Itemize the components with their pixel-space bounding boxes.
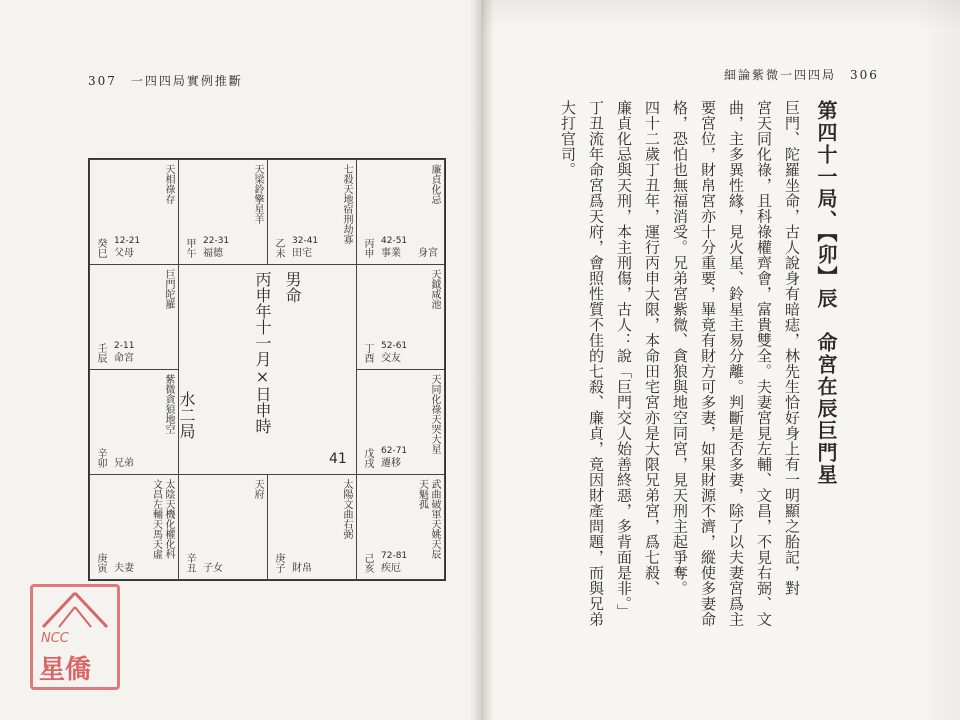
chart-center-gender: 男命 — [283, 271, 302, 303]
star-name: 天鉞 — [429, 269, 440, 289]
body-column-1: 巨門、陀羅坐命，古人說身有暗痣，林先生恰好身上有一明顯之胎記，對 — [783, 100, 801, 596]
star-name: 祿存 — [163, 184, 174, 204]
cell-palace: 疾厄 — [381, 563, 401, 574]
cell-age: 42-51 — [381, 236, 408, 246]
body-column-8: 丁丑流年命宮爲天府，會照性質不佳的七殺、廉貞，竟因財產問題，而與兄弟 — [587, 100, 605, 627]
cell-palace: 命宮 — [114, 353, 134, 364]
star-name: 天魁 — [416, 479, 428, 499]
chart-cell-xu — [356, 369, 445, 475]
cell-stem: 乙未 — [273, 238, 284, 258]
cell-palace: 子女 — [203, 563, 223, 574]
cell-stars — [251, 164, 264, 247]
cell-palace: 福德 — [203, 248, 223, 259]
star-name: 宿刑劫 — [341, 204, 352, 234]
section-title: 第四十一局、【卯】辰 命宮在辰巨門星 — [814, 100, 838, 486]
cell-age: 72-81 — [381, 551, 408, 561]
chart-center-number: 41 — [329, 451, 347, 467]
star-name: 廉貞 — [429, 164, 440, 184]
cell-age: 2-11 — [114, 341, 135, 351]
cell-stars — [251, 479, 264, 562]
cell-stars — [149, 479, 174, 562]
cell-age: 32-41 — [292, 236, 319, 246]
cell-stars — [428, 269, 441, 352]
cell-stem: 己亥 — [362, 553, 373, 573]
cell-palace: 父母 — [114, 248, 134, 259]
star-name: 地空 — [163, 414, 174, 434]
cell-stars — [340, 164, 353, 247]
body-column-3: 曲，主多異性緣，見火星、鈴星主易分離。判斷是否多妻，除了以夫妻宮爲主 — [727, 100, 745, 627]
star-name: 天同 — [429, 374, 440, 394]
cell-age: 62-71 — [381, 446, 408, 456]
cell-stem: 庚子 — [273, 553, 284, 573]
right-page-header: 細論紫微一四四局 306 — [724, 68, 879, 82]
star-name: 天梁 — [252, 164, 263, 184]
cell-note: 身宮 — [418, 248, 438, 259]
mountain-logo-icon — [33, 589, 117, 629]
star-name: 天相 — [163, 164, 174, 184]
cell-stem: 丙申 — [362, 238, 373, 258]
cell-stars — [415, 479, 440, 562]
star-name: 天機 — [163, 499, 174, 519]
cell-age: 52-61 — [381, 341, 408, 351]
cell-stem: 癸巳 — [95, 238, 106, 258]
star-name: 左輔 — [150, 499, 162, 519]
chart-cell-you — [356, 264, 445, 370]
cell-palace: 夫妻 — [114, 563, 134, 574]
star-name: 星羊 — [252, 204, 263, 224]
star-name: 武曲 — [429, 479, 440, 499]
body-column-6: 四十二歲丁丑年，運行丙申大限，本命田宅宮亦是大限兄弟宮，爲七殺、 — [643, 100, 661, 596]
star-name: 鈴擎 — [252, 184, 263, 204]
star-name: 右弼 — [341, 519, 352, 539]
star-name: 孤 — [416, 499, 428, 509]
cell-stars — [340, 479, 353, 562]
cell-stars — [162, 374, 175, 457]
body-column-5: 格，恐怕也無福消受。兄弟宮紫微、貪狼與地空同宮，見天刑主起爭奪。 — [671, 100, 689, 596]
star-name: 化祿 — [429, 394, 440, 414]
star-name: 文曲 — [341, 499, 352, 519]
star-name: 天哭 — [429, 414, 440, 434]
page-shade-top — [482, 0, 960, 30]
cell-stem: 戊戌 — [362, 448, 373, 468]
cell-age: 22-31 — [203, 236, 230, 246]
page-shade — [920, 0, 960, 720]
chart-cell-si — [89, 159, 179, 265]
star-name: 陀羅 — [163, 289, 174, 309]
body-column-4: 要宮位，財帛宮亦十分重要，畢竟有財方可多妻，如果財源不濟，縱使多妻命 — [699, 100, 717, 627]
cell-stem: 辛卯 — [95, 448, 106, 468]
cell-palace: 財帛 — [292, 563, 312, 574]
star-name: 貪狼 — [163, 394, 174, 414]
star-name: 太陽 — [341, 479, 352, 499]
cell-stars — [428, 374, 441, 457]
cell-palace: 事業 — [381, 248, 401, 259]
chart-cell-yin — [89, 474, 179, 580]
cell-stem: 丁酉 — [362, 343, 373, 363]
left-page-header: 307 一四四局實例推斷 — [88, 74, 243, 88]
star-name: 大星 — [429, 434, 440, 454]
astrology-chart — [88, 158, 446, 581]
star-name: 化權 — [163, 519, 174, 539]
chart-cell-chen — [89, 264, 179, 370]
cell-stem: 壬辰 — [95, 343, 106, 363]
star-name: 天辰 — [429, 539, 440, 559]
cell-age: 12-21 — [114, 236, 141, 246]
cell-palace: 交友 — [381, 353, 401, 364]
star-name: 紫微 — [163, 374, 174, 394]
cell-stars — [428, 164, 441, 247]
star-name: 寡 — [341, 234, 352, 244]
star-name: 化忌 — [429, 184, 440, 204]
star-name: 破軍 — [429, 499, 440, 519]
chart-cell-hai — [356, 474, 445, 580]
chart-cell-zi — [267, 474, 357, 580]
cell-palace: 田宅 — [292, 248, 312, 259]
body-column-9: 大打官司。 — [559, 100, 577, 178]
chart-cell-wu — [178, 159, 268, 265]
stamp-latin: NCC — [41, 631, 69, 646]
chart-center-bureau: 水二局 — [177, 391, 196, 439]
star-name: 咸池 — [429, 289, 440, 309]
star-name: 天地 — [341, 184, 352, 204]
cell-palace: 兄弟 — [114, 458, 134, 469]
cell-stem: 甲午 — [184, 238, 195, 258]
cell-palace: 遷移 — [381, 458, 401, 469]
star-name: 文昌 — [150, 479, 162, 499]
body-column-7: 廉貞化忌與天刑，本主刑傷，古人：說「巨門交人始善終惡，多背面是非。」 — [615, 100, 633, 620]
cell-stem: 辛丑 — [184, 553, 195, 573]
stamp-name: 星僑 — [39, 655, 92, 685]
chart-cell-chou — [178, 474, 268, 580]
book-gutter — [470, 0, 494, 720]
star-name: 七殺 — [341, 164, 352, 184]
star-name: 化科 — [163, 539, 174, 559]
star-name: 巨門 — [163, 269, 174, 289]
star-name: 太陰 — [163, 479, 174, 499]
cell-stem: 庚寅 — [95, 553, 106, 573]
star-name: 天姚 — [429, 519, 440, 539]
chart-center-birth: 丙申年十一月×日申時 — [253, 271, 272, 434]
chart-cell-shen — [356, 159, 445, 265]
star-name: 天虛 — [150, 539, 162, 559]
body-column-2: 宮天同化祿，且科祿權齊會，富貴雙全。夫妻宮見左輔、文昌，不見右弼、文 — [755, 100, 773, 627]
chart-cell-mao — [89, 369, 179, 475]
chart-cell-wei — [267, 159, 357, 265]
watermark-stamp — [30, 584, 120, 690]
cell-stars — [162, 164, 175, 247]
star-name: 天府 — [252, 479, 263, 499]
cell-stars — [162, 269, 175, 352]
star-name: 天馬 — [150, 519, 162, 539]
